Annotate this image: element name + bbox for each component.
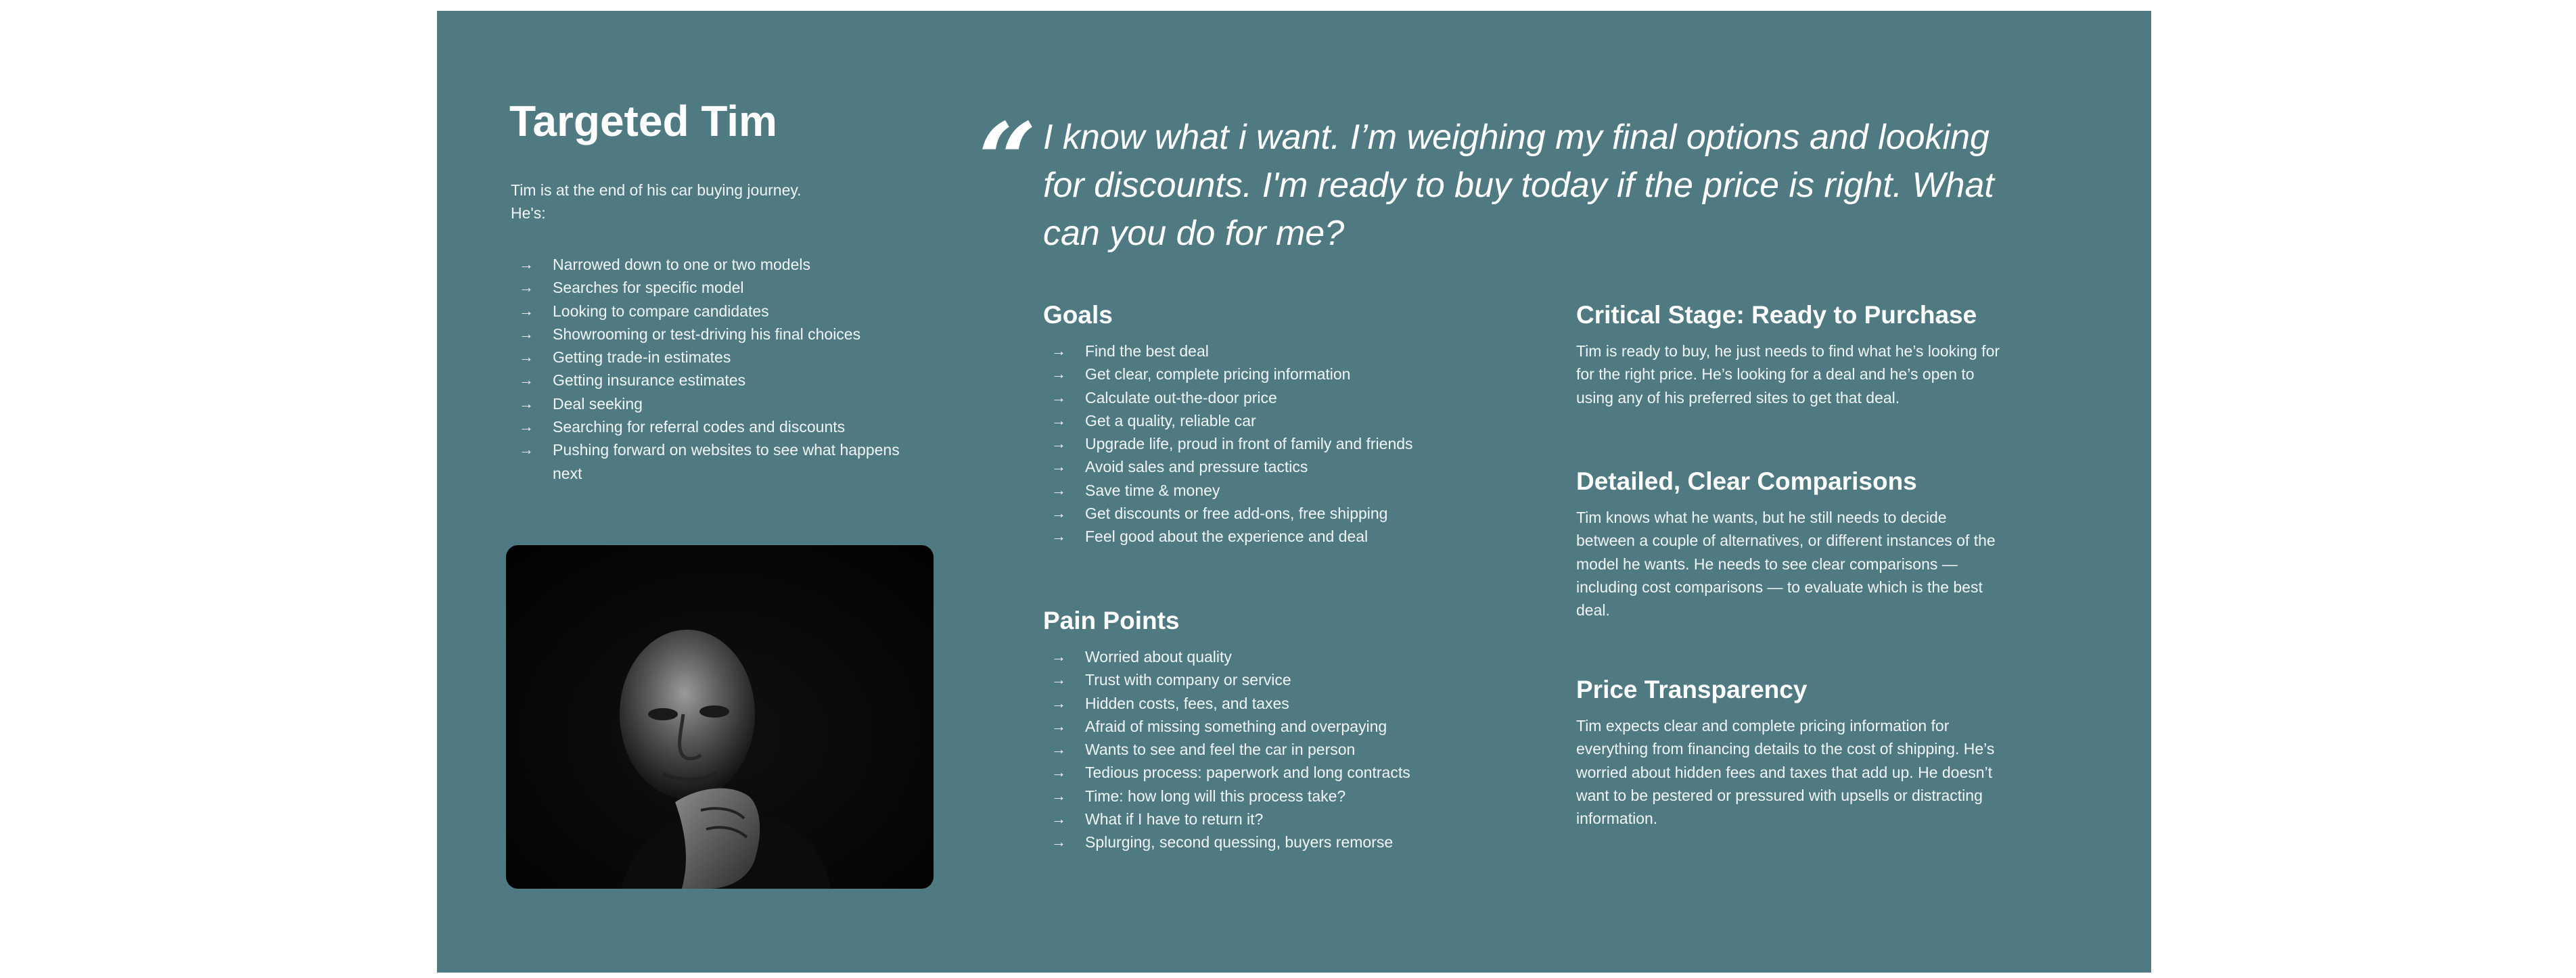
list-item	[1043, 738, 1530, 761]
list-item	[511, 253, 917, 276]
list-item	[511, 392, 917, 415]
arrow-right-icon: →	[1051, 528, 1066, 545]
arrow-right-icon: →	[519, 418, 534, 436]
arrow-right-icon: →	[1051, 435, 1066, 452]
arrow-right-icon: →	[519, 302, 534, 319]
list-item	[1043, 831, 1530, 854]
arrow-right-icon: →	[1051, 671, 1066, 689]
list-item	[511, 323, 917, 346]
list-item-label: Narrowed down to one or two models	[553, 256, 810, 273]
list-item	[1043, 432, 1530, 455]
list-item	[1043, 808, 1530, 831]
arrow-right-icon: →	[519, 441, 534, 459]
goals-title: Goals	[1043, 301, 1113, 329]
list-item-label: Get a quality, reliable car	[1085, 411, 1256, 429]
persona-intro	[511, 179, 890, 225]
list-item-label: What if I have to return it?	[1085, 810, 1264, 829]
list-item-label: Trust with company or service	[1085, 671, 1291, 689]
persona-intro-line-1: Tim is at the end of his car buying journey.	[511, 181, 802, 199]
critical-stage-body: Tim is ready to buy, he just needs to find what he’s looking for for the right price. He’s looking for a deal and he’s open to using any of his preferred sites to get that deal.	[1576, 342, 2000, 406]
list-item-label: Get discounts or free add-ons, free shipping	[1085, 505, 1388, 523]
critical-stage-title: Critical Stage: Ready to Purchase	[1576, 301, 1977, 329]
list-item-label: Getting trade-in estimates	[553, 348, 731, 367]
arrow-right-icon: →	[1051, 505, 1066, 522]
goals-list	[1043, 340, 1530, 549]
persona-panel	[437, 11, 2151, 973]
arrow-right-icon: →	[519, 325, 534, 342]
list-item	[511, 369, 917, 392]
price-transparency-title: Price Transparency	[1576, 676, 1808, 703]
arrow-right-icon: →	[1051, 833, 1066, 851]
list-item-label: Afraid of missing something and overpaying	[1085, 717, 1387, 735]
arrow-right-icon: →	[1051, 694, 1066, 712]
list-item	[511, 438, 917, 485]
list-item	[1043, 715, 1530, 738]
list-item	[1043, 502, 1530, 525]
list-item	[1043, 363, 1530, 386]
list-item-label: Searches for specific model	[553, 279, 744, 297]
list-item	[1043, 525, 1530, 548]
list-item-label: Upgrade life, proud in front of family and friends	[1085, 435, 1413, 453]
list-item	[1043, 455, 1530, 478]
list-item-label: Wants to see and feel the car in person	[1085, 741, 1356, 759]
list-item-label: Deal seeking	[553, 394, 643, 413]
arrow-right-icon: →	[1051, 411, 1066, 429]
arrow-right-icon: →	[519, 371, 534, 389]
arrow-right-icon: →	[519, 279, 534, 296]
comparisons-title: Detailed, Clear Comparisons	[1576, 467, 1917, 495]
list-item-label: Find the best deal	[1085, 342, 1209, 360]
arrow-right-icon: →	[1051, 764, 1066, 781]
list-item	[1043, 409, 1530, 432]
list-item-label: Calculate out-the-door price	[1085, 388, 1277, 406]
persona-traits-list	[511, 253, 917, 485]
arrow-right-icon: →	[519, 348, 534, 366]
list-item	[511, 276, 917, 299]
arrow-right-icon: →	[1051, 810, 1066, 828]
arrow-right-icon: →	[1051, 741, 1066, 758]
list-item-label: Looking to compare candidates	[553, 302, 769, 320]
arrow-right-icon: →	[1051, 787, 1066, 804]
list-item	[1043, 645, 1530, 668]
list-item	[1043, 785, 1530, 808]
list-item-label: Searching for referral codes and discounts	[553, 418, 846, 436]
arrow-right-icon: →	[1051, 481, 1066, 498]
list-item-label: Tedious process: paperwork and long contracts	[1085, 764, 1410, 782]
list-item-label: Splurging, second quessing, buyers remorse	[1085, 833, 1394, 852]
arrow-right-icon: →	[519, 256, 534, 273]
list-item	[1043, 668, 1530, 691]
list-item	[1043, 479, 1530, 502]
arrow-right-icon: →	[1051, 365, 1066, 383]
list-item-label: Get clear, complete pricing information	[1085, 365, 1351, 383]
list-item	[1043, 340, 1530, 363]
list-item-label: Save time & money	[1085, 481, 1220, 499]
persona-photo	[506, 545, 934, 889]
arrow-right-icon: →	[1051, 648, 1066, 665]
list-item	[1043, 386, 1530, 409]
arrow-right-icon: →	[1051, 342, 1066, 359]
pain-points-list	[1043, 645, 1530, 854]
list-item	[511, 346, 917, 369]
arrow-right-icon: →	[1051, 717, 1066, 735]
arrow-right-icon: →	[1051, 388, 1066, 406]
list-item	[1043, 761, 1530, 784]
list-item-label: Pushing forward on websites to see what happens next	[553, 441, 900, 482]
list-item-label: Worried about quality	[1085, 648, 1232, 666]
list-item	[511, 415, 917, 438]
list-item-label: Showrooming or test-driving his final choices	[553, 325, 861, 343]
list-item	[511, 300, 917, 323]
arrow-right-icon: →	[519, 394, 534, 412]
list-item-label: Getting insurance estimates	[553, 371, 746, 390]
price-transparency-body: Tim expects clear and complete pricing information for everything from financing details to the cost of shipping. He’s worried about hidden fees and taxes that add up. He doesn’t want to be pestered or pressured with upsells or distracting information.	[1576, 717, 1995, 828]
list-item-label: Feel good about the experience and deal	[1085, 528, 1368, 546]
persona-quote: I know what i want. I’m weighing my final options and looking for discounts. I'm ready to buy today if the price is right. What can you do for me?	[1043, 118, 1994, 253]
list-item-label: Hidden costs, fees, and taxes	[1085, 694, 1289, 712]
arrow-right-icon: →	[1051, 458, 1066, 475]
pain-points-title: Pain Points	[1043, 607, 1180, 634]
list-item	[1043, 692, 1530, 715]
persona-intro-line-2: He's:	[511, 204, 546, 222]
comparisons-body: Tim knows what he wants, but he still needs to decide between a couple of alternatives, or different instances of the model he wants. He needs to see clear comparisons — including cost comparisons — to evaluate which is the best deal.	[1576, 509, 1996, 620]
list-item-label: Time: how long will this process take?	[1085, 787, 1346, 805]
list-item-label: Avoid sales and pressure tactics	[1085, 458, 1308, 476]
persona-name: Targeted Tim	[509, 97, 777, 145]
quote-mark-icon: “	[978, 101, 1037, 220]
